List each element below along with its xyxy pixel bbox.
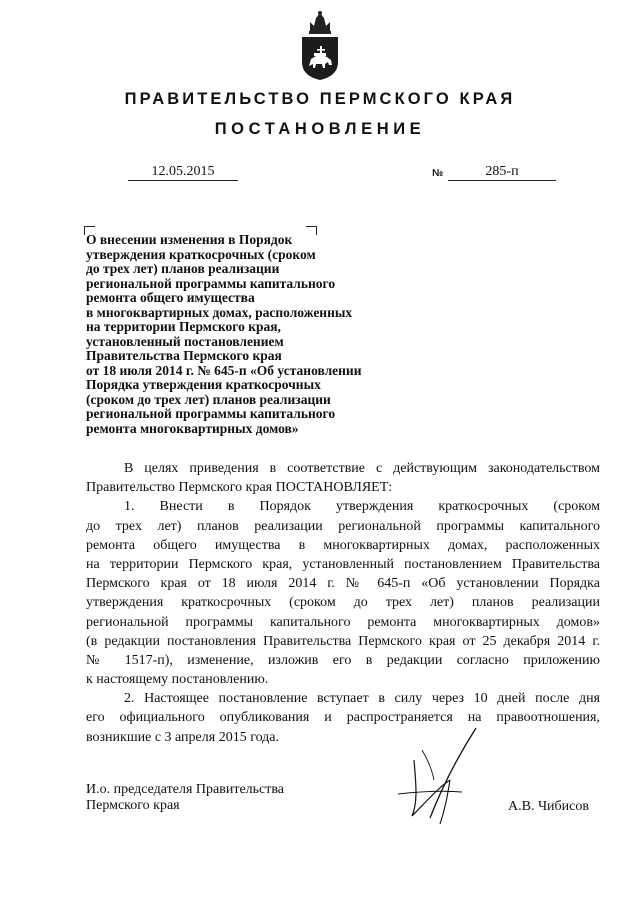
document-body bbox=[86, 459, 600, 747]
coat-of-arms-icon bbox=[296, 10, 344, 82]
subject-line: Правительства Пермского края bbox=[86, 348, 282, 363]
body-line: Правительство Пермского края ПОСТАНОВЛЯЕТ: bbox=[86, 480, 393, 496]
subject-line: ремонта общего имущества bbox=[86, 290, 255, 305]
body-line: № 1517-п), изменение, изложив его в редакции согласно приложению bbox=[86, 652, 600, 668]
government-title: ПРАВИТЕЛЬСТВО ПЕРМСКОГО КРАЯ bbox=[124, 90, 516, 108]
document-number: 285-п bbox=[448, 163, 556, 181]
body-line: (в редакции постановления Правительства Пермского края от 25 декабря 2014 г. bbox=[86, 633, 600, 649]
subject-line: от 18 июля 2014 г. № 645-п «Об установлении bbox=[86, 362, 362, 378]
body-line: 1. Внести в Порядок утверждения краткосрочных (сроком bbox=[124, 499, 600, 515]
signer-position-line: И.о. председателя Правительства bbox=[86, 782, 285, 797]
subject-line: утверждения краткосрочных (сроком bbox=[86, 246, 316, 262]
subject-line: установленный постановлением bbox=[86, 333, 284, 349]
document-subject bbox=[86, 233, 416, 436]
number-sign: № bbox=[432, 168, 444, 179]
handwritten-signature-icon bbox=[392, 720, 502, 830]
body-line: региональной программы капитального ремонта многоквартирных домов» bbox=[86, 614, 600, 630]
signer-name: А.В. Чибисов bbox=[508, 799, 589, 814]
subject-line: на территории Пермского края, bbox=[86, 319, 281, 334]
subject-line: ремонта многоквартирных домов» bbox=[86, 420, 299, 436]
signer-position bbox=[86, 782, 284, 814]
body-line: 2. Настоящее постановление вступает в силу через 10 дней после дня bbox=[124, 691, 600, 707]
subject-line: Порядка утверждения краткосрочных bbox=[86, 377, 321, 392]
subject-line: О внесении изменения в Порядок bbox=[86, 232, 293, 247]
body-line: Пермского края от 18 июля 2014 г. № 645-п «Об установлении Порядка bbox=[86, 576, 600, 592]
body-line: до трех лет) планов реализации региональной программы капитального bbox=[86, 518, 600, 534]
body-line: утверждения краткосрочных (сроком до трех лет) планов реализации bbox=[86, 595, 600, 611]
subject-line: региональной программы капитального bbox=[86, 275, 336, 291]
document-date: 12.05.2015 bbox=[128, 163, 238, 181]
subject-line: региональной программы капитального bbox=[86, 406, 336, 421]
body-line: возникшие с 3 апреля 2015 года. bbox=[86, 729, 280, 745]
subject-line: (сроком до трех лет) планов реализации bbox=[86, 391, 331, 407]
body-line: В целях приведения в соответствие с действующим законодательством bbox=[124, 461, 600, 476]
subject-line: в многоквартирных домах, расположенных bbox=[86, 304, 353, 320]
body-line: на территории Пермского края, установленный постановлением Правительства bbox=[86, 556, 600, 572]
body-line: к настоящему постановлению. bbox=[86, 672, 269, 688]
body-line: его официального опубликования и распространяется на правоотношения, bbox=[86, 710, 600, 726]
body-line: ремонта общего имущества в многоквартирных домах, расположенных bbox=[86, 537, 600, 553]
document-type: ПОСТАНОВЛЕНИЕ bbox=[214, 120, 426, 138]
signer-position-line: Пермского края bbox=[86, 798, 180, 813]
subject-line: до трех лет) планов реализации bbox=[86, 261, 280, 276]
